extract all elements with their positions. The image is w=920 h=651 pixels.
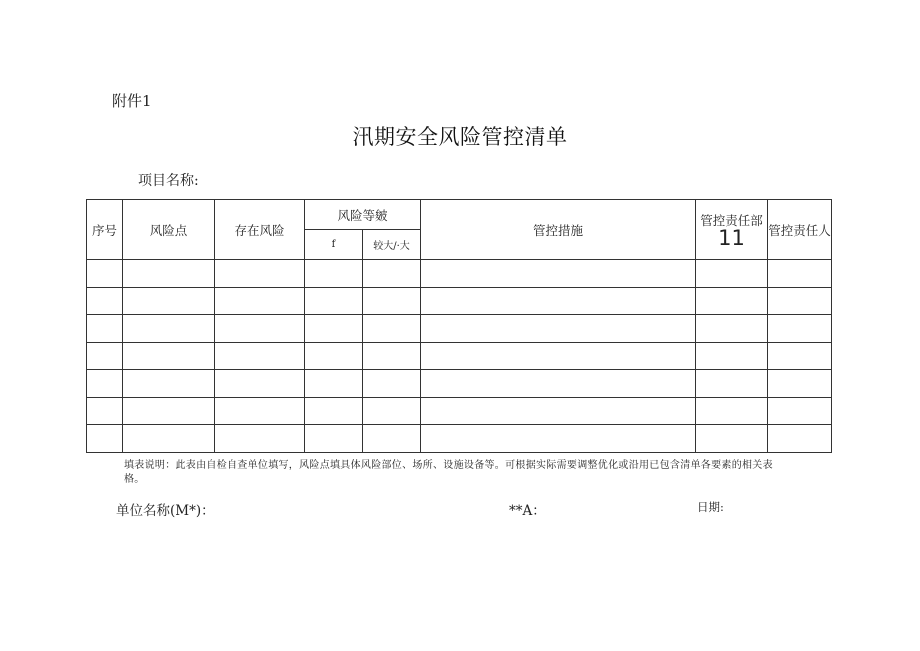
table-cell [215, 342, 305, 370]
table-cell [421, 315, 696, 343]
table-cell [305, 287, 363, 315]
footer-person: **A： [509, 503, 546, 519]
header-risk-point: 风险点 [123, 200, 215, 260]
table-cell [421, 425, 696, 453]
table-cell [363, 287, 421, 315]
table-cell [215, 425, 305, 453]
table-cell [123, 342, 215, 370]
table-cell [87, 397, 123, 425]
table-cell [123, 425, 215, 453]
table-cell [123, 260, 215, 288]
table-cell [305, 425, 363, 453]
table-cell [305, 370, 363, 398]
table-cell [215, 370, 305, 398]
table-body [87, 260, 832, 453]
table-cell [305, 315, 363, 343]
table-row [87, 315, 832, 343]
table-cell [87, 342, 123, 370]
table-cell [215, 315, 305, 343]
table-row [87, 342, 832, 370]
header-level-sub-1: f [305, 230, 363, 260]
table-cell [215, 397, 305, 425]
table-cell [768, 342, 832, 370]
table-cell [363, 260, 421, 288]
table-cell [363, 425, 421, 453]
table-cell [87, 287, 123, 315]
header-dept-number: 11 [718, 225, 745, 250]
table-cell [421, 260, 696, 288]
table-cell [305, 260, 363, 288]
table-cell [363, 397, 421, 425]
attachment-label: 附件1 [112, 92, 152, 110]
table-row [87, 425, 832, 453]
table-cell [87, 315, 123, 343]
header-level-sub-2: 较大/·大 [363, 230, 421, 260]
header-responsible-person: 管控责任人 [768, 200, 832, 260]
table-row [87, 260, 832, 288]
header-existing-risk: 存在风险 [215, 200, 305, 260]
table-cell [215, 260, 305, 288]
table-cell [696, 315, 768, 343]
project-name-label: 项目名称: [138, 173, 199, 189]
table-cell [696, 425, 768, 453]
table-cell [421, 287, 696, 315]
table-cell [215, 287, 305, 315]
footer-unit-name: 单位名称(M*)： [116, 503, 215, 519]
table-cell [421, 370, 696, 398]
table-cell [87, 425, 123, 453]
table-cell [123, 287, 215, 315]
table-cell [421, 397, 696, 425]
table-row [87, 287, 832, 315]
table-cell [123, 397, 215, 425]
table-row [87, 370, 832, 398]
table-cell [305, 397, 363, 425]
table-cell [768, 260, 832, 288]
header-risk-level: 风险等皴 [305, 200, 421, 230]
table-cell [696, 397, 768, 425]
table-cell [768, 370, 832, 398]
table-cell [768, 425, 832, 453]
document-title: 汛期安全风险管控清单 [352, 125, 568, 149]
footer-date: 日期: [697, 500, 724, 514]
table-cell [696, 287, 768, 315]
table-cell [87, 370, 123, 398]
header-responsible-dept [696, 200, 768, 260]
table-cell [363, 315, 421, 343]
table-cell [305, 342, 363, 370]
header-measures: 管控措施 [421, 200, 696, 260]
filling-instructions: 填表说明：此表由自检自查单位填写，风险点填具体风险部位、场所、设施设备等。可根据实际需要调整优化或沿用已包含清单各要素的相关表格。 [124, 460, 773, 485]
table-cell [123, 370, 215, 398]
table-cell [696, 370, 768, 398]
table-cell [421, 342, 696, 370]
header-dept-text: 管控责任部 [700, 212, 763, 228]
header-seq: 序号 [87, 200, 123, 260]
table-row [87, 397, 832, 425]
table-cell [87, 260, 123, 288]
table-cell [768, 287, 832, 315]
table-cell [768, 397, 832, 425]
table-cell [363, 370, 421, 398]
table-cell [696, 342, 768, 370]
risk-control-table [86, 199, 832, 453]
table-cell [696, 260, 768, 288]
table-cell [768, 315, 832, 343]
table-cell [363, 342, 421, 370]
table-cell [123, 315, 215, 343]
